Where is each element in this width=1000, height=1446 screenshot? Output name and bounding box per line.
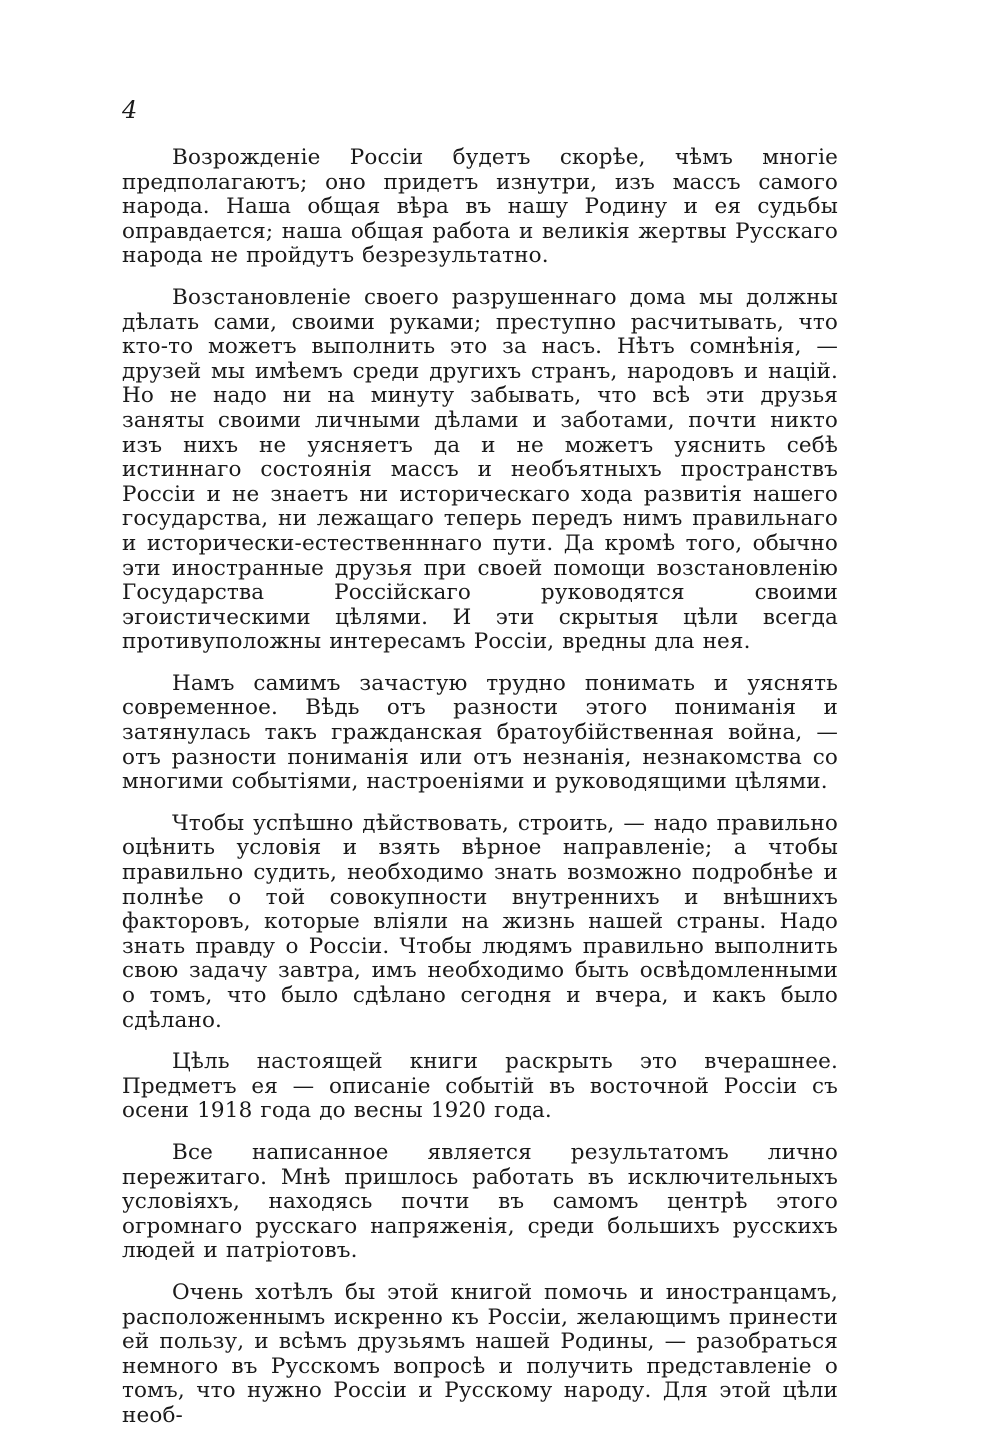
page-number: 4: [122, 96, 138, 124]
paragraph-7: Очень хотѣлъ бы этой книгой помочь и иностранцамъ, расположеннымъ искренно къ Россіи, желающимъ принести ей пользу, и всѣмъ друзьямъ нашей Родины, — разобраться немного въ Русскомъ вопросѣ и получить представленіе о томъ, что нужно Россіи и Русскому народу. Для этой цѣли необ-: [122, 1279, 838, 1428]
paragraph-5: Цѣль настоящей книги раскрыть это вчерашнее. Предметъ ея — описаніе событій въ восточной Россіи съ осени 1918 года до весны 1920 года.: [122, 1049, 838, 1124]
paragraph-3: Намъ самимъ зачастую трудно понимать и уяснять современное. Вѣдь отъ разности этого пониманія и затянулась такъ гражданская братоубійственная война, — отъ разности пониманія или отъ незнанія, незнакомства со многими событіями, настроеніями и руководящими цѣлями.: [122, 670, 838, 795]
paragraph-2: Возстановленіе своего разрушеннаго дома мы должны дѣлать сами, своими руками; преступно расчитывать, что кто-то можетъ выполнить это за насъ. Нѣтъ сомнѣнія, — друзей мы имѣемъ среди другихъ странъ, народовъ и націй. Но не надо ни на минуту забывать, что всѣ эти друзья заняты своими личными дѣлами и заботами, почти никто изъ нихъ не уясняетъ да и не можетъ уяснить себѣ истиннаго состоянія массъ и необъятныхъ пространствъ Россіи и не знаетъ ни историческаго хода развитія нашего государства, ни лежащаго теперь передъ нимъ правильнаго и исторически-естественннаго пути. Да кромѣ того, обычно эти иностранные друзья при своей помощи возстановленію Государства Россійскаго руководятся своими эгоистическими цѣлями. И эти скрытыя цѣли всегда противуположны интересамъ Россіи, вредны дла нея.: [122, 284, 838, 655]
body-text: [122, 146, 838, 1446]
paragraph-4: Чтобы успѣшно дѣйствовать, строить, — надо правильно оцѣнить условія и взять вѣрное направленіе; а чтобы правильно судить, необходимо знать возможно подробнѣе и полнѣе о той совокупности внутреннихъ и внѣшнихъ факторовъ, которые вліяли на жизнь нашей страны. Надо знать правду о Россіи. Чтобы людямъ правильно выполнить свою задачу завтра, имъ необходимо быть освѣдомленными о томъ, что было сдѣлано сегодня и вчера, и какъ было сдѣлано.: [122, 810, 838, 1033]
paragraph-1: Возрожденіе Россіи будетъ скорѣе, чѣмъ многіе предполагаютъ; оно придетъ изнутри, изъ массъ самого народа. Наша общая вѣра въ нашу Родину и ея судьбы оправдается; наша общая работа и великія жертвы Русскаго народа не пройдутъ безрезультатно.: [122, 145, 838, 269]
paragraph-6: Все написанное является результатомъ лично пережитаго. Мнѣ пришлось работать въ исключительныхъ условіяхъ, находясь почти въ самомъ центрѣ этого огромнаго русскаго напряженія, среди большихъ русскихъ людей и патріотовъ.: [122, 1139, 838, 1264]
